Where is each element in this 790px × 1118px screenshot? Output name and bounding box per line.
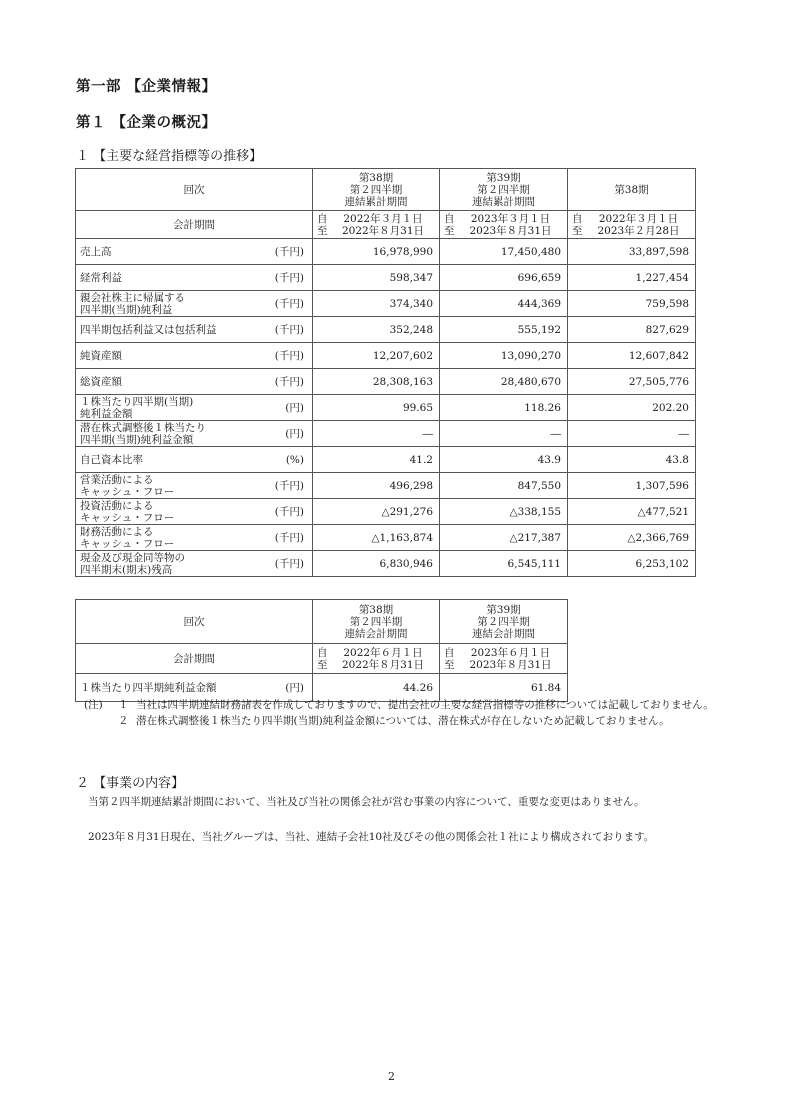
table-row [76, 317, 696, 343]
period-from: 2023年３月１日 [470, 212, 551, 225]
value-cell: 17,450,480 [440, 239, 568, 265]
value-cell: 12,607,842 [568, 343, 696, 369]
cell-text-line: 第38期 [358, 171, 394, 184]
row-label: １株当たり四半期純利益金額 [80, 681, 217, 694]
cell-text-line: 第２四半期 [349, 615, 403, 628]
from-mark: 自 [317, 212, 328, 225]
column-title-cell [440, 600, 568, 644]
row-label-cell [76, 421, 313, 447]
row-unit: (千円) [274, 505, 304, 518]
value-cell: 759,598 [568, 291, 696, 317]
header-row [76, 169, 696, 211]
period-cell [568, 211, 696, 239]
value-cell: 555,192 [440, 317, 568, 343]
cell-text-line: 第39期 [486, 603, 521, 616]
row-label-cell [76, 395, 313, 421]
row-unit: (千円) [274, 531, 304, 544]
row-label-cell [76, 239, 313, 265]
value-cell: 41.2 [313, 447, 440, 473]
page-number: 2 [388, 1070, 395, 1083]
value-cell: 16,978,990 [313, 239, 440, 265]
key-indicators-table [75, 168, 696, 577]
row-unit: (%) [285, 453, 304, 466]
value-cell: 61.84 [440, 674, 568, 702]
cell-text-line: 四半期包括利益又は包括利益 [80, 323, 217, 336]
value-cell: △1,163,874 [313, 525, 440, 551]
business-paragraph-1: 当第２四半期連結累計期間において、当社及び当社の関係会社が営む事業の内容について、重要な変更はありません。 [88, 796, 645, 808]
cell-text-line: 純利益金額 [80, 407, 133, 420]
row-unit: (千円) [274, 349, 304, 362]
period-to: 2022年８月31日 [341, 224, 425, 237]
row-label-cell [76, 499, 313, 525]
note-item [84, 714, 724, 728]
value-cell: ― [313, 421, 440, 447]
table-row [76, 265, 696, 291]
to-mark: 至 [317, 224, 328, 237]
cell-text-line: 潜在株式調整後１株当たり [80, 421, 206, 434]
value-cell: 598,347 [313, 265, 440, 291]
row-unit: (円) [285, 401, 304, 414]
table-row [76, 395, 696, 421]
to-mark: 至 [444, 658, 455, 671]
chapter-heading: 第１ 【企業の概況】 [76, 115, 217, 131]
period-row [76, 211, 696, 239]
period-from: 2023年６月１日 [470, 646, 551, 659]
period-label-cell: 会計期間 [76, 211, 313, 239]
from-mark: 自 [444, 212, 455, 225]
table-row [76, 525, 696, 551]
to-mark: 至 [444, 224, 455, 237]
cell-text-line: １株当たり四半期(当期) [80, 395, 194, 408]
row-unit: (円) [285, 427, 304, 440]
row-label-cell [76, 291, 313, 317]
header-row [76, 600, 568, 644]
from-mark: 自 [317, 646, 328, 659]
cell-text-line: 総資産額 [80, 375, 122, 388]
cell-text-line: 純資産額 [80, 349, 122, 362]
value-cell: 43.8 [568, 447, 696, 473]
header-label-cell: 回次 [76, 169, 313, 211]
value-cell: 33,897,598 [568, 239, 696, 265]
value-cell: 496,298 [313, 473, 440, 499]
value-cell: 1,227,454 [568, 265, 696, 291]
period-to: 2023年８月31日 [469, 658, 552, 671]
note-prefix: (注) [84, 699, 103, 711]
period-to: 2023年２月28日 [597, 224, 680, 237]
cell-text-line: キャッシュ・フロー [80, 537, 175, 550]
column-title-cell [568, 169, 696, 211]
table-row [76, 473, 696, 499]
value-cell: ― [568, 421, 696, 447]
row-unit: (千円) [274, 479, 304, 492]
notes [84, 698, 724, 728]
value-cell: △2,366,769 [568, 525, 696, 551]
cell-text-line: キャッシュ・フロー [80, 511, 175, 524]
row-label-cell [76, 343, 313, 369]
cell-text-line: 第39期 [486, 171, 521, 184]
cell-text-line: 第38期 [358, 603, 394, 616]
cell-text-line: キャッシュ・フロー [80, 485, 175, 498]
value-cell: △338,155 [440, 499, 568, 525]
table-row [76, 499, 696, 525]
quarterly-eps-table [75, 599, 568, 702]
row-label-cell [76, 473, 313, 499]
header-label-cell: 回次 [76, 600, 313, 644]
period-from: 2022年３月１日 [598, 212, 679, 225]
part-heading: 第一部 【企業情報】 [76, 79, 217, 95]
row-label-cell [76, 369, 313, 395]
value-cell: ― [440, 421, 568, 447]
cell-text-line: 投資活動による [80, 499, 154, 512]
value-cell: 6,830,946 [313, 551, 440, 577]
period-cell [313, 211, 440, 239]
table-row [76, 551, 696, 577]
cell-text-line: 四半期末(期末)残高 [80, 563, 173, 576]
period-from: 2022年３月１日 [343, 212, 423, 225]
cell-text-line: 四半期(当期)純利益 [80, 303, 173, 316]
cell-text-line: 親会社株主に帰属する [80, 291, 185, 304]
value-cell: 202.20 [568, 395, 696, 421]
table-row [76, 447, 696, 473]
section-heading-key-indicators: １ 【主要な経営指標等の推移】 [76, 149, 263, 164]
value-cell: 352,248 [313, 317, 440, 343]
value-cell: 444,369 [440, 291, 568, 317]
value-cell: 44.26 [313, 674, 440, 702]
value-cell: 6,545,111 [440, 551, 568, 577]
row-unit: (千円) [274, 245, 304, 258]
period-to: 2022年８月31日 [341, 658, 425, 671]
cell-text-line: 営業活動による [80, 473, 154, 486]
row-unit: (千円) [274, 271, 304, 284]
cell-text-line: 連結累計期間 [344, 195, 408, 208]
cell-text-line: 現金及び現金同等物の [80, 551, 185, 564]
column-title-cell [313, 169, 440, 211]
row-label-cell [76, 525, 313, 551]
note-text: 当社は四半期連結財務諸表を作成しておりますので、提出会社の主要な経営指標等の推移については記載しておりません。 [136, 699, 714, 711]
period-to: 2023年８月31日 [469, 224, 552, 237]
row-unit: (千円) [274, 557, 304, 570]
row-label-cell [76, 551, 313, 577]
cell-text-line: 売上高 [80, 245, 112, 258]
cell-text-line: 経常利益 [80, 271, 122, 284]
value-cell: 118.26 [440, 395, 568, 421]
row-unit: (千円) [274, 323, 304, 336]
value-cell: 1,307,596 [568, 473, 696, 499]
note-number: ２ [118, 715, 129, 727]
period-from: 2022年６月１日 [343, 646, 423, 659]
section-heading-business: ２ 【事業の内容】 [76, 776, 185, 791]
row-label-cell [76, 265, 313, 291]
row-label-cell [76, 317, 313, 343]
cell-text-line: 第２四半期 [477, 615, 530, 628]
value-cell: 99.65 [313, 395, 440, 421]
period-row [76, 644, 568, 674]
cell-text-line: 自己資本比率 [80, 453, 143, 466]
cell-text-line: 連結会計期間 [472, 627, 535, 640]
note-number: １ [118, 699, 129, 711]
row-unit: (円) [285, 681, 304, 694]
to-mark: 至 [317, 658, 328, 671]
value-cell: 27,505,776 [568, 369, 696, 395]
note-item [84, 698, 724, 712]
table-row [76, 239, 696, 265]
cell-text-line: 第38期 [614, 183, 649, 196]
value-cell: 28,480,670 [440, 369, 568, 395]
row-label-cell [76, 447, 313, 473]
value-cell: 12,207,602 [313, 343, 440, 369]
from-mark: 自 [572, 212, 583, 225]
note-text: 潜在株式調整後１株当たり四半期(当期)純利益金額については、潜在株式が存在しないため記載しておりません。 [136, 715, 670, 727]
period-cell [440, 211, 568, 239]
value-cell: 827,629 [568, 317, 696, 343]
value-cell: 13,090,270 [440, 343, 568, 369]
cell-text-line: 連結会計期間 [344, 627, 408, 640]
from-mark: 自 [444, 646, 455, 659]
table-row [76, 369, 696, 395]
cell-text-line: 財務活動による [80, 525, 154, 538]
period-cell [440, 644, 568, 674]
cell-text-line: 四半期(当期)純利益金額 [80, 433, 194, 446]
cell-text-line: 第２四半期 [477, 183, 530, 196]
row-unit: (千円) [274, 375, 304, 388]
table-row [76, 421, 696, 447]
cell-text-line: 第２四半期 [349, 183, 403, 196]
row-unit: (千円) [274, 297, 304, 310]
table-row [76, 291, 696, 317]
table-row [76, 343, 696, 369]
value-cell: 374,340 [313, 291, 440, 317]
period-cell [313, 644, 440, 674]
value-cell: 43.9 [440, 447, 568, 473]
business-paragraph-2: 2023年８月31日現在、当社グループは、当社、連結子会社10社及びその他の関係会社１社により構成されております。 [88, 831, 655, 843]
cell-text-line: 連結累計期間 [472, 195, 535, 208]
value-cell: 847,550 [440, 473, 568, 499]
column-title-cell [440, 169, 568, 211]
period-label-cell: 会計期間 [76, 644, 313, 674]
value-cell: 28,308,163 [313, 369, 440, 395]
column-title-cell [313, 600, 440, 644]
value-cell: 696,659 [440, 265, 568, 291]
value-cell: △291,276 [313, 499, 440, 525]
to-mark: 至 [572, 224, 583, 237]
value-cell: 6,253,102 [568, 551, 696, 577]
value-cell: △477,521 [568, 499, 696, 525]
value-cell: △217,387 [440, 525, 568, 551]
